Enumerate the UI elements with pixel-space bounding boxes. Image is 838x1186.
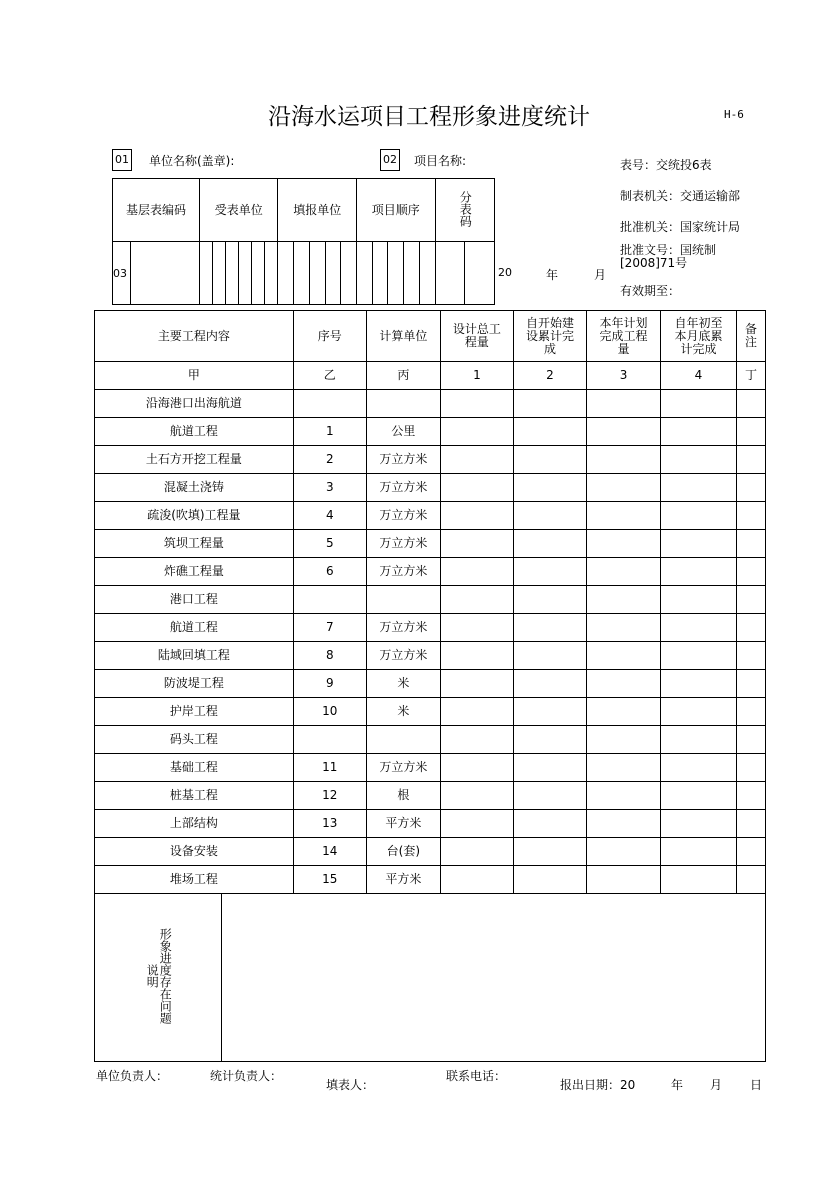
value-cell[interactable]: [440, 810, 513, 838]
footer-stat-head: 统计负责人：: [210, 1069, 283, 1083]
value-cell[interactable]: [440, 726, 513, 754]
item-unit: 米: [366, 698, 440, 726]
code-digit-cell[interactable]: [226, 242, 239, 305]
table-row: [95, 782, 766, 810]
value-cell[interactable]: [587, 670, 661, 698]
code-digit-cell[interactable]: [252, 242, 265, 305]
value-cell[interactable]: [736, 698, 765, 726]
value-cell[interactable]: [661, 838, 737, 866]
column-header: 本年计划完成工程量: [587, 311, 661, 362]
table-number: 表号：交统投6表: [620, 158, 712, 172]
value-cell[interactable]: [661, 670, 737, 698]
value-cell[interactable]: [440, 474, 513, 502]
value-cell[interactable]: [440, 670, 513, 698]
code-digit-cell[interactable]: [309, 242, 325, 305]
value-cell[interactable]: [513, 390, 586, 418]
id-code-box: [112, 178, 495, 305]
progress-table: [94, 310, 766, 1062]
item-name: 防波堤工程: [95, 670, 294, 698]
item-number: 1: [293, 418, 366, 446]
date-month: 月: [594, 268, 607, 282]
date-year: 年: [546, 268, 559, 282]
item-name: 混凝土浇铸: [95, 474, 294, 502]
value-cell[interactable]: [661, 558, 737, 586]
table-row: [95, 502, 766, 530]
item-unit: 平方米: [366, 866, 440, 894]
item-unit: 公里: [366, 418, 440, 446]
index-cell: 3: [587, 362, 661, 390]
code-digit-cell[interactable]: [419, 242, 435, 305]
column-header: 计算单位: [366, 311, 440, 362]
value-cell[interactable]: [587, 698, 661, 726]
value-cell[interactable]: [440, 642, 513, 670]
field-02-code: 02: [380, 149, 400, 171]
value-cell[interactable]: [661, 530, 737, 558]
value-cell[interactable]: [440, 698, 513, 726]
item-number: 4: [293, 502, 366, 530]
item-number: 15: [293, 866, 366, 894]
value-cell[interactable]: [661, 642, 737, 670]
value-cell[interactable]: [736, 446, 765, 474]
column-header: 自年初至本月底累计完成: [661, 311, 737, 362]
item-name: 沿海港口出海航道: [95, 390, 294, 418]
header-base-code: 基层表编码: [113, 179, 200, 242]
value-cell[interactable]: [440, 502, 513, 530]
table-row: [95, 446, 766, 474]
footer-day: 日: [750, 1078, 763, 1092]
value-cell[interactable]: [736, 810, 765, 838]
value-cell[interactable]: [513, 810, 586, 838]
item-number: 11: [293, 754, 366, 782]
value-cell[interactable]: [440, 838, 513, 866]
item-unit: 万立方米: [366, 754, 440, 782]
item-name: 堆场工程: [95, 866, 294, 894]
value-cell[interactable]: [513, 418, 586, 446]
value-cell[interactable]: [736, 418, 765, 446]
item-unit: 万立方米: [366, 558, 440, 586]
item-unit: 万立方米: [366, 502, 440, 530]
code-digit-cell[interactable]: [372, 242, 388, 305]
item-number: [293, 586, 366, 614]
footer-unit-head: 单位负责人：: [96, 1069, 169, 1083]
column-header: 设计总工程量: [440, 311, 513, 362]
code-digit-cell[interactable]: [131, 242, 200, 305]
table-row: [95, 418, 766, 446]
value-cell[interactable]: [736, 390, 765, 418]
value-cell[interactable]: [661, 446, 737, 474]
value-cell[interactable]: [736, 502, 765, 530]
value-cell[interactable]: [661, 418, 737, 446]
index-cell: 4: [661, 362, 737, 390]
value-cell[interactable]: [661, 474, 737, 502]
header-reporting-unit: 填报单位: [278, 179, 357, 242]
value-cell[interactable]: [513, 698, 586, 726]
notes-area[interactable]: [222, 894, 766, 1062]
value-cell[interactable]: [736, 474, 765, 502]
value-cell[interactable]: [587, 754, 661, 782]
code-digit-cell[interactable]: [278, 242, 294, 305]
item-name: 航道工程: [95, 418, 294, 446]
page-title: 沿海水运项目工程形象进度统计: [268, 104, 590, 130]
table-row: [95, 390, 766, 418]
field-01-code: 01: [112, 149, 132, 171]
item-name: 基础工程: [95, 754, 294, 782]
value-cell[interactable]: [661, 782, 737, 810]
value-cell[interactable]: [513, 586, 586, 614]
item-number: 10: [293, 698, 366, 726]
item-unit: 台(套): [366, 838, 440, 866]
table-row: [95, 614, 766, 642]
item-name: 炸礁工程量: [95, 558, 294, 586]
table-row: [95, 530, 766, 558]
table-row: [95, 558, 766, 586]
item-number: 9: [293, 670, 366, 698]
table-row: [95, 586, 766, 614]
item-number: 8: [293, 642, 366, 670]
index-cell: 丁: [736, 362, 765, 390]
value-cell[interactable]: [587, 530, 661, 558]
table-row: [95, 754, 766, 782]
value-cell[interactable]: [587, 390, 661, 418]
value-cell[interactable]: [587, 866, 661, 894]
value-cell[interactable]: [661, 810, 737, 838]
value-cell[interactable]: [587, 446, 661, 474]
index-cell: 甲: [95, 362, 294, 390]
code-digit-cell[interactable]: [325, 242, 341, 305]
value-cell[interactable]: [587, 838, 661, 866]
date-prefix: 20: [498, 266, 512, 279]
table-row: [95, 838, 766, 866]
value-cell[interactable]: [736, 530, 765, 558]
value-cell[interactable]: [736, 754, 765, 782]
value-cell[interactable]: [587, 614, 661, 642]
footer-phone: 联系电话：: [446, 1069, 507, 1083]
code-digit-cell[interactable]: [388, 242, 404, 305]
value-cell[interactable]: [513, 838, 586, 866]
form-code: H-6: [724, 108, 744, 121]
value-cell[interactable]: [513, 502, 586, 530]
index-cell: 丙: [366, 362, 440, 390]
value-cell[interactable]: [513, 558, 586, 586]
approval-number: [620, 244, 716, 270]
footer-month: 月: [710, 1078, 723, 1092]
table-row: [95, 866, 766, 894]
column-header: 自开始建设累计完成: [513, 311, 586, 362]
value-cell[interactable]: [440, 866, 513, 894]
value-cell[interactable]: [736, 782, 765, 810]
item-unit: 万立方米: [366, 614, 440, 642]
value-cell[interactable]: [513, 530, 586, 558]
item-number: [293, 390, 366, 418]
item-name: 陆域回填工程: [95, 642, 294, 670]
item-number: 13: [293, 810, 366, 838]
item-number: [293, 726, 366, 754]
value-cell[interactable]: [513, 446, 586, 474]
value-cell[interactable]: [587, 810, 661, 838]
code-digit-cell[interactable]: [213, 242, 226, 305]
code-digit-cell[interactable]: [239, 242, 252, 305]
value-cell[interactable]: [440, 754, 513, 782]
value-cell[interactable]: [661, 754, 737, 782]
item-number: 3: [293, 474, 366, 502]
item-unit: [366, 586, 440, 614]
index-cell: 乙: [293, 362, 366, 390]
value-cell[interactable]: [513, 474, 586, 502]
field-01-label: 单位名称(盖章):: [149, 154, 235, 168]
issuer: 制表机关：交通运输部: [620, 189, 741, 203]
item-unit: [366, 726, 440, 754]
value-cell[interactable]: [440, 418, 513, 446]
item-name: 航道工程: [95, 614, 294, 642]
item-unit: 万立方米: [366, 446, 440, 474]
item-name: 设备安装: [95, 838, 294, 866]
value-cell[interactable]: [513, 614, 586, 642]
index-cell: 1: [440, 362, 513, 390]
value-cell[interactable]: [736, 586, 765, 614]
value-cell[interactable]: [440, 558, 513, 586]
column-header: 主要工程内容: [95, 311, 294, 362]
item-unit: 万立方米: [366, 530, 440, 558]
value-cell[interactable]: [513, 670, 586, 698]
value-cell[interactable]: [661, 698, 737, 726]
value-cell[interactable]: [661, 726, 737, 754]
item-number: 12: [293, 782, 366, 810]
table-row: [95, 474, 766, 502]
value-cell[interactable]: [587, 418, 661, 446]
item-unit: [366, 390, 440, 418]
item-number: 6: [293, 558, 366, 586]
item-name: 筑坝工程量: [95, 530, 294, 558]
code-digit-cell[interactable]: [341, 242, 357, 305]
code-digit-cell[interactable]: [404, 242, 420, 305]
value-cell[interactable]: [440, 614, 513, 642]
footer-report-date: 报出日期：20: [560, 1078, 636, 1092]
code-digit-cell[interactable]: [465, 242, 495, 305]
value-cell[interactable]: [587, 558, 661, 586]
value-cell[interactable]: [440, 782, 513, 810]
table-row: [95, 670, 766, 698]
item-unit: 根: [366, 782, 440, 810]
code-digit-cell[interactable]: [294, 242, 310, 305]
field-02-label: 项目名称:: [414, 154, 467, 168]
value-cell[interactable]: [661, 614, 737, 642]
item-name: 护岸工程: [95, 698, 294, 726]
value-cell[interactable]: [587, 726, 661, 754]
value-cell[interactable]: [587, 474, 661, 502]
value-cell[interactable]: [587, 782, 661, 810]
value-cell[interactable]: [440, 530, 513, 558]
code-digit-cell[interactable]: [435, 242, 465, 305]
item-number: 5: [293, 530, 366, 558]
table-row: [95, 642, 766, 670]
value-cell[interactable]: [736, 670, 765, 698]
item-name: 桩基工程: [95, 782, 294, 810]
approval-number-line2: [2008]71号: [620, 256, 688, 270]
item-unit: 万立方米: [366, 474, 440, 502]
valid-until: 有效期至：: [620, 284, 681, 298]
value-cell[interactable]: [661, 866, 737, 894]
item-name: 上部结构: [95, 810, 294, 838]
row-code: 03: [113, 242, 131, 305]
value-cell[interactable]: [587, 586, 661, 614]
value-cell[interactable]: [736, 642, 765, 670]
footer-year: 年: [671, 1078, 684, 1092]
value-cell[interactable]: [513, 642, 586, 670]
column-header: 备注: [736, 311, 765, 362]
item-name: 土石方开挖工程量: [95, 446, 294, 474]
index-cell: 2: [513, 362, 586, 390]
item-number: 14: [293, 838, 366, 866]
table-row: [95, 726, 766, 754]
column-header: 序号: [293, 311, 366, 362]
value-cell[interactable]: [736, 838, 765, 866]
approval-number-line1: 批准文号：国统制: [620, 243, 717, 257]
notes-label: 形象进度存在问题说明: [145, 928, 173, 1024]
item-number: 7: [293, 614, 366, 642]
value-cell[interactable]: [513, 726, 586, 754]
value-cell[interactable]: [513, 782, 586, 810]
value-cell[interactable]: [736, 558, 765, 586]
value-cell[interactable]: [587, 642, 661, 670]
value-cell[interactable]: [661, 502, 737, 530]
value-cell[interactable]: [736, 726, 765, 754]
item-unit: 平方米: [366, 810, 440, 838]
header-subtable-code: 分表码: [458, 190, 473, 227]
header-project-order: 项目顺序: [357, 179, 436, 242]
header-receiving-unit: 受表单位: [199, 179, 278, 242]
value-cell[interactable]: [513, 754, 586, 782]
table-row: [95, 810, 766, 838]
value-cell[interactable]: [440, 390, 513, 418]
code-digit-cell[interactable]: [265, 242, 278, 305]
value-cell[interactable]: [661, 390, 737, 418]
value-cell[interactable]: [440, 586, 513, 614]
value-cell[interactable]: [440, 446, 513, 474]
footer-filler: 填表人：: [326, 1078, 375, 1092]
item-unit: 米: [366, 670, 440, 698]
item-name: 码头工程: [95, 726, 294, 754]
approver: 批准机关：国家统计局: [620, 220, 741, 234]
code-digit-cell[interactable]: [357, 242, 373, 305]
table-row: [95, 698, 766, 726]
value-cell[interactable]: [587, 502, 661, 530]
value-cell[interactable]: [661, 586, 737, 614]
item-number: 2: [293, 446, 366, 474]
item-name: 疏浚(吹填)工程量: [95, 502, 294, 530]
value-cell[interactable]: [513, 866, 586, 894]
value-cell[interactable]: [736, 614, 765, 642]
value-cell[interactable]: [736, 866, 765, 894]
item-name: 港口工程: [95, 586, 294, 614]
code-digit-cell[interactable]: [199, 242, 212, 305]
item-unit: 万立方米: [366, 642, 440, 670]
